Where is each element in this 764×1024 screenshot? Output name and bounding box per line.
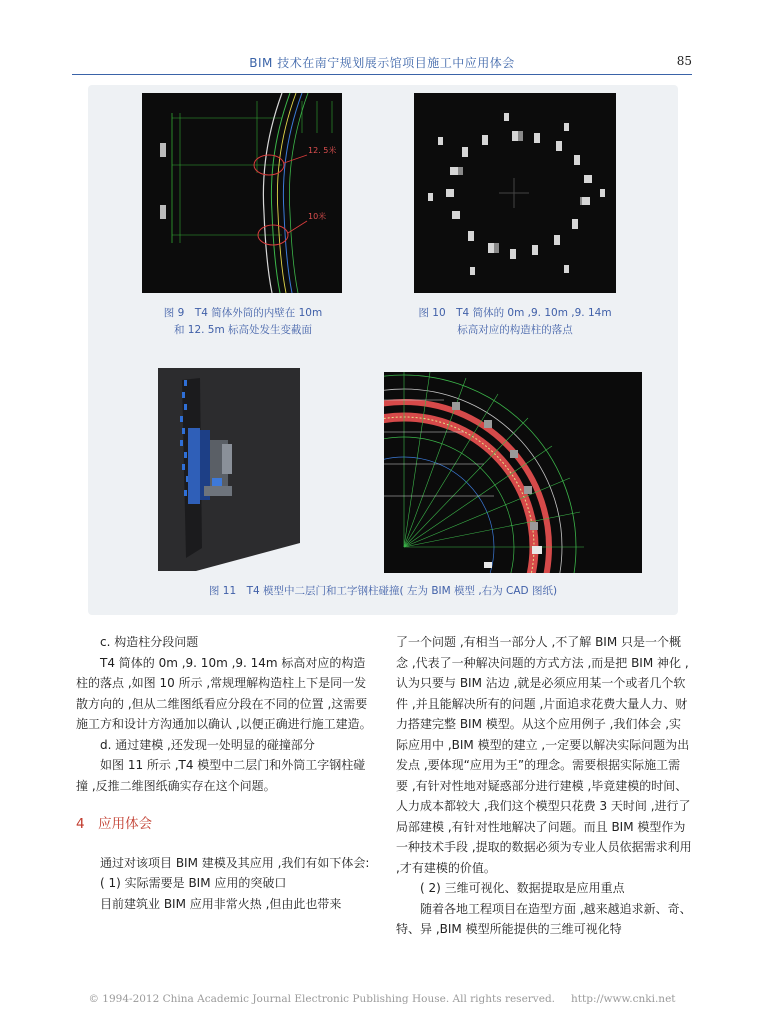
figure-9-image bbox=[142, 93, 342, 293]
left-text-column bbox=[76, 632, 372, 914]
figure-10-image bbox=[414, 93, 616, 293]
figure-10-caption-line-2: 标高对应的构造柱的落点 bbox=[457, 324, 573, 336]
paragraph-c-body: T4 简体的 0m ,9. 10m ,9. 14m 标高对应的构造柱的落点 ,如图 10 所示 ,常规理解构造柱上下是同一发散方向的 ,但从二维图纸看应分段在不同的位置 ,这需要施工方和设计方沟通加以确认 ,以便正确进行施工建造。 bbox=[76, 655, 372, 731]
section-heading-4: 4 应用体会 bbox=[76, 816, 153, 832]
footer-url-link[interactable]: http://www.cnki.net bbox=[571, 993, 676, 1005]
running-header bbox=[72, 52, 692, 75]
paragraph-2-start: 随着各地工程项目在造型方面 ,越来越追求新、奇、特、异 ,BIM 模型所能提供的三维可视化特 bbox=[396, 901, 692, 936]
paragraph-d-body: 如图 11 所示 ,T4 模型中二层门和外筒工字钢柱碰撞 ,反推二维图纸确实存在这个问题。 bbox=[76, 758, 366, 793]
page-number: 85 bbox=[676, 54, 692, 68]
subheading-2: ( 2) 三维可视化、数据提取是应用重点 bbox=[420, 881, 625, 895]
annotation-10m: 10米 bbox=[308, 212, 327, 221]
right-text-column bbox=[396, 632, 692, 940]
figure-block bbox=[88, 85, 678, 615]
figure-9-caption-line-1: 图 9 T4 简体外筒的内壁在 10m bbox=[163, 307, 323, 319]
figure-11-cad-drawing-image bbox=[384, 372, 642, 573]
journal-article-title: BIM 技术在南宁规划展示馆项目施工中应用体会 bbox=[249, 56, 515, 70]
copyright-notice: © 1994-2012 China Academic Journal Electronic Publishing House. All rights reserved. bbox=[88, 993, 556, 1005]
paragraph-continued: 了一个问题 ,有相当一部分人 ,不了解 BIM 只是一个概念 ,代表了一种解决问题的方式方法 ,而是把 BIM 神化 ,认为只要与 BIM 沾边 ,就是必须应用某一个或者几个软件 ,并且能解决所有的问题 ,片面追求花费大量人力、财力搭建完整 BIM 模型。从这个应用例子 ,我们体会 ,实际应用中 ,BIM 模型的建立 ,一定要以解决实际问题为出发点 ,要体现“应用为王”的理念。需要根据实际施工需要 ,有针对性地对疑惑部分进行建模 ,毕竟建模的时间、人力成本都较大 ,我们这个模型只花费 3 天时间 ,进行了局部建模 ,有针对性地解决了问题。而且 BIM 模型作为一种技术手段 ,提取的数据必须为专业人员依据需求利用 ,才有建模的价值。 bbox=[396, 635, 692, 875]
subheading-c: c. 构造柱分段问题 bbox=[100, 635, 199, 649]
paragraph-1-start: 目前建筑业 BIM 应用非常火热 ,但由此也带来 bbox=[100, 896, 342, 911]
subheading-d: d. 通过建模 ,还发现一处明显的碰撞部分 bbox=[100, 737, 315, 752]
page-footer bbox=[0, 993, 764, 1005]
subheading-1: ( 1) 实际需要是 BIM 应用的突破口 bbox=[100, 876, 287, 890]
paragraph-intro: 通过对该项目 BIM 建模及其应用 ,我们有如下体会: bbox=[100, 855, 370, 870]
figure-9-caption bbox=[128, 305, 358, 339]
figure-11-caption: 图 11 T4 模型中二层门和工字钢柱碰撞( 左为 BIM 模型 ,右为 CAD 图纸) bbox=[208, 585, 558, 597]
annotation-12-5m: 12. 5米 bbox=[308, 146, 337, 155]
figure-11-bim-model-image bbox=[158, 368, 300, 571]
figure-10-caption bbox=[400, 305, 630, 339]
figure-9-caption-line-2: 和 12. 5m 标高处发生变截面 bbox=[173, 324, 313, 336]
figure-10-caption-line-1: 图 10 T4 简体的 0m ,9. 10m ,9. 14m bbox=[418, 307, 612, 319]
